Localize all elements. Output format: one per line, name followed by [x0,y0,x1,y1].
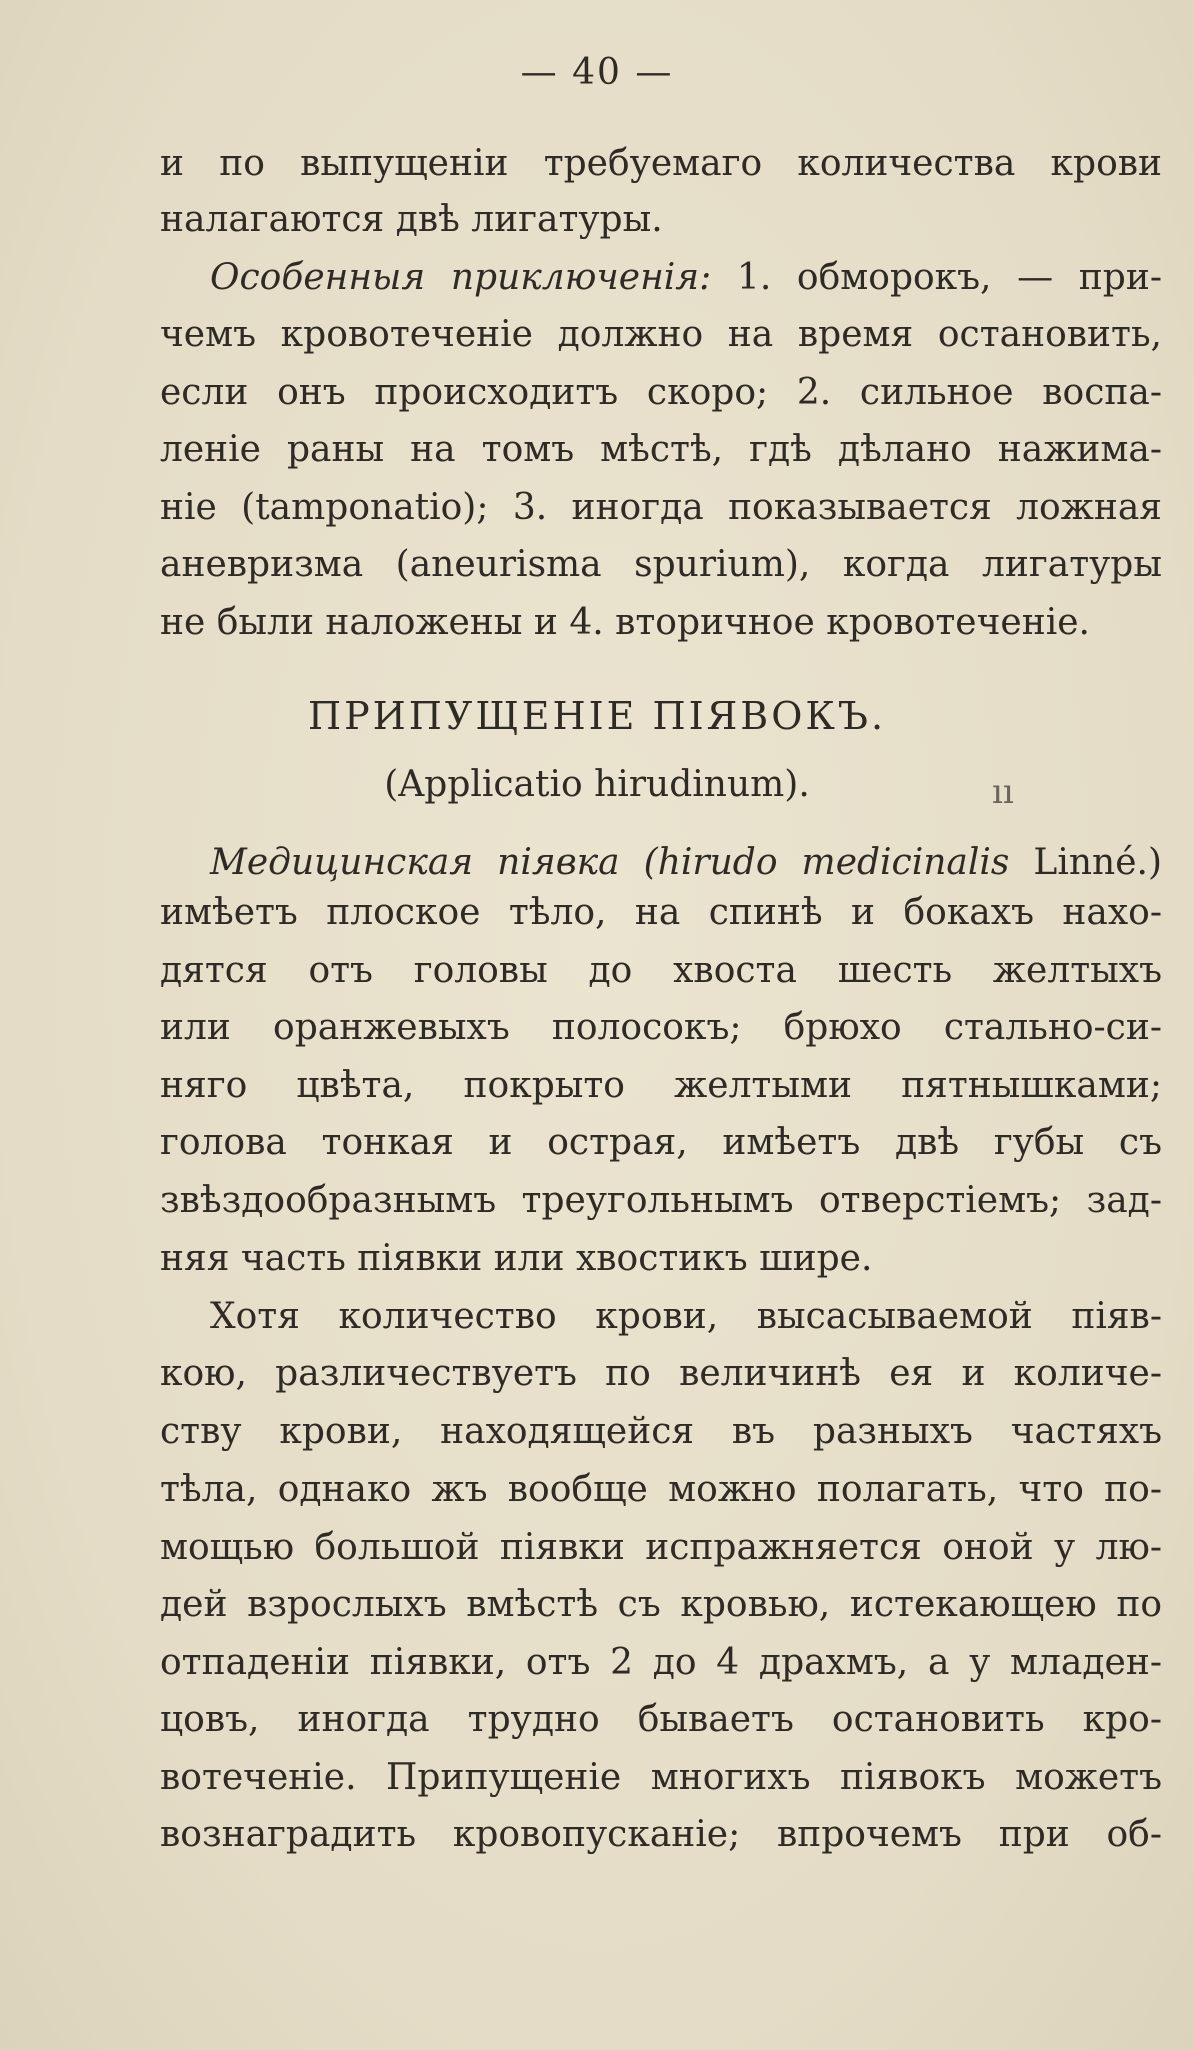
text-line [210,840,1162,886]
text-line: налагаются двѣ лигатуры. [160,199,663,240]
text-line: ству крови, находящейся въ разныхъ частяхъ [160,1411,1162,1452]
text-line: ленiе раны на томъ мѣстѣ, гдѣ дѣлано нажима- [160,429,1162,470]
text-line: отпаденiи пiявки, отъ 2 до 4 драхмъ, а у младен- [160,1642,1162,1683]
text-line: вотеченiе. Припущенiе многихъ пiявокъ можетъ [160,1757,1162,1798]
text-line [210,255,1162,301]
text-line: дей взрослыхъ вмѣстѣ съ кровью, истекающею по [160,1584,1162,1625]
text-line: или оранжевыхъ полосокъ; брюхо стально-си- [160,1007,1162,1048]
text-line: кою, различествуетъ по величинѣ ея и количе- [160,1353,1162,1394]
text-line: няго цвѣта, покрыто желтыми пятнышками; [160,1065,1162,1106]
text-line: няя часть пiявки или хвостикъ шире. [160,1238,873,1279]
text-line: цовъ, иногда трудно бываетъ остановить кро- [160,1699,1162,1740]
line-rest: Linné.) [1009,842,1163,883]
italic-lead: Особенныя приключенiя: [210,257,712,298]
text-line: и по выпущенiи требуемаго количества крови [160,143,1162,184]
text-line: аневризма (aneurisma spurium), когда лигатуры [160,544,1162,585]
italic-lead: Медицинская пiявка (hirudo medicinalis [210,842,1010,883]
text-line: мощью большой пiявки испражняется оной у лю- [160,1527,1162,1568]
text-line: голова тонкая и острая, имѣетъ двѣ губы съ [160,1122,1162,1163]
text-line: звѣздообразнымъ треугольнымъ отверстiемъ; зад- [160,1180,1162,1221]
text-line: тѣла, однако жъ вообще можно полагать, что по- [160,1469,1162,1510]
section-heading: ПРИПУЩЕНIЕ ПIЯВОКЪ. [307,694,887,738]
section-subheading: (Applicatio hirudinum). [384,764,810,805]
text-line: имѣетъ плоское тѣло, на спинѣ и бокахъ нахо- [160,892,1162,933]
text-line: не были наложены и 4. вторичное кровотеченiе. [160,602,1090,643]
line-rest: 1. обморокъ, — при- [711,257,1162,298]
text-line: Хотя количество крови, высасываемой пiяв- [210,1296,1162,1337]
text-line: если онъ происходитъ скоро; 2. сильное воспа- [160,372,1162,413]
text-line: чемъ кровотеченiе должно на время остановить, [160,314,1162,355]
text-line: вознаградить кровопусканiе; впрочемъ при об- [160,1814,1162,1855]
text-line: нiе (tamponatio); 3. иногда показывается ложная [160,487,1162,528]
margin-mark: ıı [992,772,1014,812]
page-number: — 40 — [520,52,674,93]
text-line: дятся отъ головы до хвоста шесть желтыхъ [160,950,1162,991]
